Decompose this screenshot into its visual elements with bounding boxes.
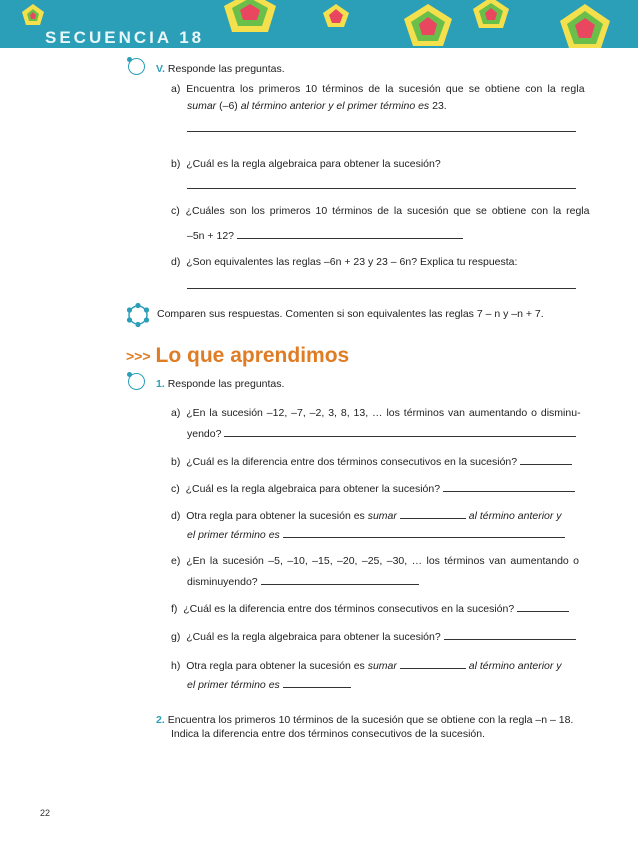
answer-line[interactable] bbox=[283, 677, 351, 688]
item-prefix: h) bbox=[171, 660, 181, 672]
item-prefix: a) bbox=[171, 407, 181, 419]
question-1-e bbox=[171, 555, 579, 568]
question-text: ¿Son equivalentes las reglas –6n + 23 y 23 – 6n? Explica tu respuesta: bbox=[186, 256, 518, 268]
question-text: (–6) bbox=[216, 100, 241, 112]
section-heading-title: Lo que aprendimos bbox=[155, 344, 350, 367]
individual-work-icon bbox=[128, 58, 145, 75]
question-text: disminuyendo? bbox=[187, 576, 258, 588]
question-1-b bbox=[171, 454, 572, 469]
answer-line[interactable] bbox=[520, 454, 572, 465]
italic-text: al término anterior y el primer término es bbox=[240, 100, 430, 112]
question-text: –5n + 12? bbox=[187, 230, 235, 242]
section-v-instruction: Responde las preguntas. bbox=[167, 63, 285, 75]
item-prefix: c) bbox=[171, 205, 180, 217]
question-text: ¿Cuál es la diferencia entre dos términos consecutivos en la sucesión? bbox=[183, 603, 515, 615]
question-text: ¿Cuál es la regla algebraica para obtener la sucesión? bbox=[186, 158, 441, 170]
answer-line[interactable] bbox=[224, 426, 576, 437]
item-prefix: c) bbox=[171, 483, 180, 495]
italic-text: sumar bbox=[187, 100, 217, 112]
answer-line[interactable] bbox=[187, 288, 576, 289]
arrows-icon: >>> bbox=[126, 348, 151, 365]
question-1-c bbox=[171, 481, 575, 496]
item-prefix: d) bbox=[171, 510, 181, 522]
question-2 bbox=[156, 714, 573, 727]
item-prefix: d) bbox=[171, 256, 181, 268]
question-1-g bbox=[171, 629, 576, 644]
question-text: Otra regla para obtener la sucesión es bbox=[186, 660, 365, 672]
question-1-f bbox=[171, 601, 569, 616]
question-1-h-line2 bbox=[187, 677, 351, 692]
question-text: ¿Cuál es la diferencia entre dos términos consecutivos en la sucesión? bbox=[186, 456, 518, 468]
italic-text: el primer término es bbox=[187, 529, 280, 541]
question-1-d-line2 bbox=[187, 527, 565, 542]
italic-text: el primer término es bbox=[187, 679, 280, 691]
question-v-d bbox=[171, 256, 517, 269]
italic-text: al término anterior y bbox=[468, 510, 562, 522]
question-text: ¿Cuál es la regla algebraica para obtener la sucesión? bbox=[185, 483, 441, 495]
item-prefix: g) bbox=[171, 631, 181, 643]
pentagon-icon bbox=[22, 4, 44, 25]
section-v-heading bbox=[156, 63, 285, 76]
question-text: ¿En la sucesión –5, –10, –15, –20, –25, –30, … los términos van aumentando o bbox=[186, 555, 580, 567]
answer-line[interactable] bbox=[443, 481, 575, 492]
item-prefix: a) bbox=[171, 83, 181, 95]
item-prefix: f) bbox=[171, 603, 178, 615]
question-1-d bbox=[171, 508, 562, 523]
question-2-line2: Indica la diferencia entre dos términos consecutivos de la sucesión. bbox=[171, 728, 486, 740]
question-text: ¿Cuáles son los primeros 10 términos de la sucesión que se obtiene con la regla bbox=[185, 205, 590, 217]
pentagon-icon bbox=[473, 0, 509, 28]
question-text: Encuentra los primeros 10 términos de la sucesión que se obtiene con la regla bbox=[186, 83, 585, 95]
section-heading bbox=[126, 344, 349, 368]
question-1-a bbox=[171, 407, 581, 420]
answer-line[interactable] bbox=[283, 527, 565, 538]
page-number: 22 bbox=[40, 808, 51, 818]
question-text: ¿Cuál es la regla algebraica para obtener la sucesión? bbox=[186, 631, 441, 643]
answer-line[interactable] bbox=[187, 131, 576, 132]
question-v-c bbox=[171, 205, 589, 218]
question-v-a-line2 bbox=[187, 100, 447, 113]
italic-text: sumar bbox=[367, 510, 397, 522]
question-1-e-line2 bbox=[187, 574, 419, 589]
answer-line[interactable] bbox=[237, 228, 463, 239]
question-text: ¿En la sucesión –12, –7, –2, 3, 8, 13, … los términos van aumentando o disminu- bbox=[186, 407, 581, 419]
question-text: Encuentra los primeros 10 términos de la sucesión que se obtiene con la regla –n – 18. bbox=[167, 714, 574, 726]
answer-line[interactable] bbox=[400, 508, 466, 519]
team-task-text: Comparen sus respuestas. Comenten si son equivalentes las reglas 7 – n y –n + 7. bbox=[157, 308, 544, 320]
pentagon-icon bbox=[224, 0, 276, 32]
question-text: yendo? bbox=[187, 428, 222, 440]
question-v-a bbox=[171, 83, 585, 96]
question-v-b bbox=[171, 158, 441, 171]
section-1-label: 1. bbox=[156, 378, 165, 390]
answer-line[interactable] bbox=[187, 188, 576, 189]
item-prefix: b) bbox=[171, 456, 181, 468]
section-1-heading bbox=[156, 378, 284, 391]
answer-line[interactable] bbox=[400, 658, 466, 669]
section-v-label: V. bbox=[156, 63, 165, 75]
question-v-c-line2 bbox=[187, 228, 463, 243]
pentagon-icon bbox=[560, 4, 610, 48]
question-text: 23. bbox=[429, 100, 447, 112]
answer-line[interactable] bbox=[444, 629, 576, 640]
question-text: Otra regla para obtener la sucesión es bbox=[186, 510, 365, 522]
individual-work-icon bbox=[128, 373, 145, 390]
item-prefix: b) bbox=[171, 158, 181, 170]
sequence-title: SECUENCIA 18 bbox=[45, 28, 205, 47]
section-1-instruction: Responde las preguntas. bbox=[167, 378, 285, 390]
italic-text: sumar bbox=[367, 660, 397, 672]
section-2-label: 2. bbox=[156, 714, 165, 726]
italic-text: al término anterior y bbox=[468, 660, 562, 672]
pentagon-icon bbox=[323, 4, 349, 27]
answer-line[interactable] bbox=[261, 574, 419, 585]
answer-line[interactable] bbox=[517, 601, 569, 612]
pentagon-icon bbox=[404, 4, 452, 46]
team-work-icon bbox=[124, 302, 152, 328]
question-1-h bbox=[171, 658, 562, 673]
question-1-a-line2 bbox=[187, 426, 576, 441]
item-prefix: e) bbox=[171, 555, 181, 567]
